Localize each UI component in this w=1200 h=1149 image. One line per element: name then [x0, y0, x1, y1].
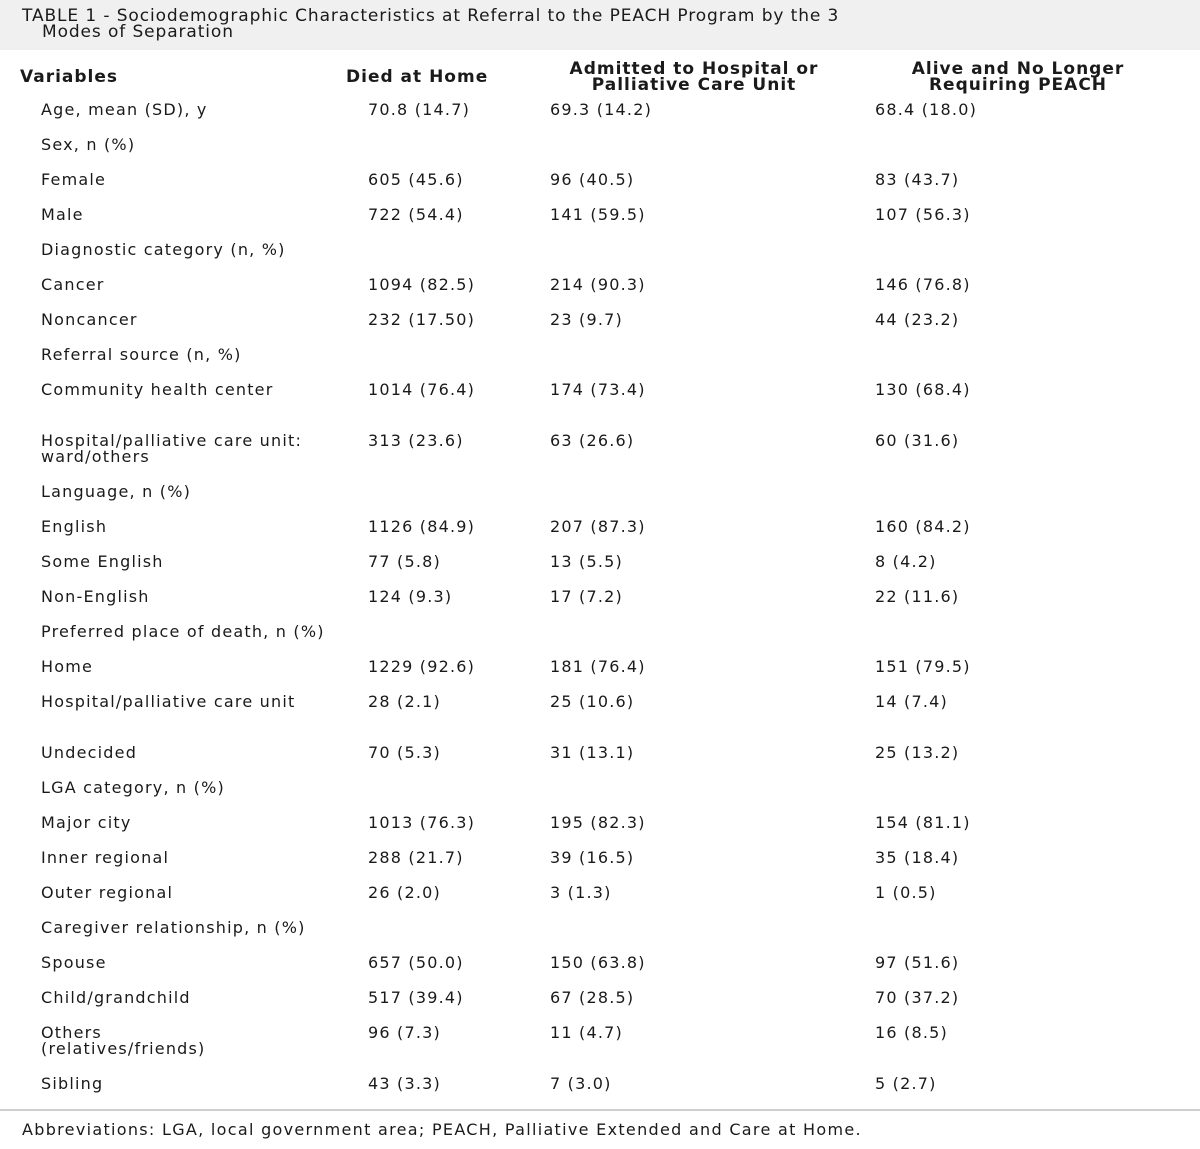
alive-value-text: 35 (18.4): [875, 848, 960, 867]
admitted-value-text: 195 (82.3): [550, 813, 646, 832]
admitted-value: [550, 372, 875, 423]
row-label-text: Sibling: [41, 1074, 104, 1093]
row-label: [0, 875, 368, 910]
alive-value: [875, 1066, 1200, 1101]
died-at-home-value-text: 605 (45.6): [368, 170, 464, 189]
admitted-value: [550, 1015, 875, 1066]
row-label-text: LGA category, n (%): [41, 778, 225, 797]
died-at-home-value-text: 70 (5.3): [368, 743, 441, 762]
table-row: [0, 910, 1200, 945]
row-label-text: Cancer: [41, 275, 105, 294]
row-label-text: Preferred place of death, n (%): [41, 622, 325, 641]
alive-value: [875, 649, 1200, 684]
alive-value: [875, 805, 1200, 840]
table-row: [0, 875, 1200, 910]
died-at-home-value-text: 77 (5.8): [368, 552, 441, 571]
admitted-value-text: 17 (7.2): [550, 587, 623, 606]
died-at-home-value: [368, 840, 550, 875]
admitted-value-text: 69.3 (14.2): [550, 100, 653, 119]
row-label-text: Undecided: [41, 743, 138, 762]
row-label: [0, 544, 368, 579]
admitted-value-text: 63 (26.6): [550, 431, 635, 450]
footer-divider: [0, 1109, 1200, 1111]
died-at-home-value-text: 517 (39.4): [368, 988, 464, 1007]
row-label-text: Outer regional: [41, 883, 174, 902]
died-at-home-value: [368, 267, 550, 302]
alive-value: [875, 875, 1200, 910]
table-row: [0, 735, 1200, 770]
died-at-home-value-text: 657 (50.0): [368, 953, 464, 972]
admitted-value: [550, 805, 875, 840]
died-at-home-value: [368, 770, 550, 805]
row-label: [0, 579, 368, 614]
column-header-died-at-home: Died at Home: [346, 67, 489, 87]
alive-value-text: 146 (76.8): [875, 275, 971, 294]
alive-value: [875, 509, 1200, 544]
alive-value-text: 1 (0.5): [875, 883, 937, 902]
table-title-line1: TABLE 1 - Sociodemographic Characteristics at Referral to the PEACH Program by the 3: [22, 6, 840, 26]
row-label-text: Language, n (%): [41, 482, 192, 501]
died-at-home-value: [368, 649, 550, 684]
row-label-text: Referral source (n, %): [41, 345, 242, 364]
alive-value: [875, 579, 1200, 614]
table-title-line2: Modes of Separation: [42, 22, 234, 42]
table-title: [0, 0, 1200, 50]
table-row: [0, 1015, 1200, 1066]
alive-value-text: 83 (43.7): [875, 170, 960, 189]
alive-value: [875, 302, 1200, 337]
died-at-home-value: [368, 127, 550, 162]
admitted-value: [550, 423, 875, 474]
row-label-text: Noncancer: [41, 310, 138, 329]
column-header-alive-line1: Alive and No Longer: [911, 59, 1125, 79]
row-label: [0, 1066, 368, 1101]
row-label: [0, 162, 368, 197]
alive-value-text: 154 (81.1): [875, 813, 971, 832]
table-row: [0, 267, 1200, 302]
row-label: [0, 372, 368, 423]
alive-value-text: 107 (56.3): [875, 205, 971, 224]
row-label-text: Others (relatives/friends): [41, 1023, 206, 1058]
alive-value-text: 151 (79.5): [875, 657, 971, 676]
alive-value-text: 8 (4.2): [875, 552, 937, 571]
died-at-home-value-text: 1126 (84.9): [368, 517, 476, 536]
admitted-value: [550, 875, 875, 910]
died-at-home-value-text: 232 (17.50): [368, 310, 476, 329]
admitted-value: [550, 579, 875, 614]
admitted-value: [550, 267, 875, 302]
table-row: [0, 127, 1200, 162]
row-label: [0, 302, 368, 337]
died-at-home-value: [368, 544, 550, 579]
row-label-text: English: [41, 517, 108, 536]
alive-value-text: 97 (51.6): [875, 953, 960, 972]
row-label: [0, 684, 368, 735]
alive-value-text: 22 (11.6): [875, 587, 960, 606]
row-label: [0, 945, 368, 980]
alive-value: [875, 945, 1200, 980]
alive-value: [875, 684, 1200, 735]
row-label: [0, 840, 368, 875]
characteristics-table-body: [0, 92, 1200, 1101]
row-label-text: Hospital/palliative care unit: [41, 692, 296, 711]
alive-value: [875, 337, 1200, 372]
died-at-home-value: [368, 614, 550, 649]
admitted-value: [550, 945, 875, 980]
died-at-home-value: [368, 579, 550, 614]
table-row: [0, 1066, 1200, 1101]
table-row: [0, 805, 1200, 840]
alive-value-text: 130 (68.4): [875, 380, 971, 399]
alive-value-text: 5 (2.7): [875, 1074, 937, 1093]
admitted-value-text: 141 (59.5): [550, 205, 646, 224]
died-at-home-value-text: 722 (54.4): [368, 205, 464, 224]
abbreviations-note: Abbreviations: LGA, local government area; PEACH, Palliative Extended and Care at Home.: [22, 1120, 862, 1139]
died-at-home-value: [368, 980, 550, 1015]
admitted-value-text: 181 (76.4): [550, 657, 646, 676]
died-at-home-value: [368, 875, 550, 910]
alive-value: [875, 372, 1200, 423]
row-label-text: Male: [41, 205, 84, 224]
died-at-home-value: [368, 474, 550, 509]
row-label: [0, 232, 368, 267]
table-row: [0, 197, 1200, 232]
row-label-text: Major city: [41, 813, 132, 832]
admitted-value: [550, 337, 875, 372]
admitted-value: [550, 509, 875, 544]
died-at-home-value-text: 96 (7.3): [368, 1023, 441, 1042]
died-at-home-value-text: 70.8 (14.7): [368, 100, 471, 119]
characteristics-table: [0, 92, 1200, 1101]
column-header-variables: Variables: [20, 67, 119, 87]
row-label: [0, 197, 368, 232]
row-label-text: Diagnostic category (n, %): [41, 240, 286, 259]
table-row: [0, 649, 1200, 684]
alive-value: [875, 735, 1200, 770]
alive-value-text: 25 (13.2): [875, 743, 960, 762]
admitted-value-text: 25 (10.6): [550, 692, 635, 711]
row-label-text: Community health center: [41, 380, 274, 399]
row-label-text: Non-English: [41, 587, 150, 606]
table-row: [0, 162, 1200, 197]
alive-value-text: 14 (7.4): [875, 692, 948, 711]
admitted-value-text: 31 (13.1): [550, 743, 635, 762]
died-at-home-value-text: 26 (2.0): [368, 883, 441, 902]
row-label: [0, 337, 368, 372]
table-row: [0, 770, 1200, 805]
alive-value: [875, 980, 1200, 1015]
died-at-home-value: [368, 372, 550, 423]
alive-value: [875, 423, 1200, 474]
admitted-value-text: 13 (5.5): [550, 552, 623, 571]
admitted-value-text: 23 (9.7): [550, 310, 623, 329]
row-label-text: Caregiver relationship, n (%): [41, 918, 306, 937]
died-at-home-value-text: 1229 (92.6): [368, 657, 476, 676]
alive-value: [875, 197, 1200, 232]
alive-value-text: 16 (8.5): [875, 1023, 948, 1042]
table-row: [0, 302, 1200, 337]
row-label-text: Female: [41, 170, 107, 189]
row-label: [0, 423, 368, 474]
table-row: [0, 544, 1200, 579]
alive-value-text: 160 (84.2): [875, 517, 971, 536]
died-at-home-value: [368, 337, 550, 372]
row-label: [0, 805, 368, 840]
row-label-text: Inner regional: [41, 848, 170, 867]
admitted-value: [550, 127, 875, 162]
row-label: [0, 92, 368, 127]
row-label: [0, 735, 368, 770]
admitted-value-text: 39 (16.5): [550, 848, 635, 867]
alive-value: [875, 267, 1200, 302]
row-label: [0, 649, 368, 684]
died-at-home-value-text: 43 (3.3): [368, 1074, 441, 1093]
row-label: [0, 127, 368, 162]
alive-value: [875, 544, 1200, 579]
table-row: [0, 232, 1200, 267]
admitted-value-text: 214 (90.3): [550, 275, 646, 294]
died-at-home-value: [368, 684, 550, 735]
admitted-value: [550, 162, 875, 197]
row-label-text: Hospital/palliative care unit: ward/others: [41, 431, 303, 466]
row-label-text: Child/grandchild: [41, 988, 191, 1007]
died-at-home-value: [368, 805, 550, 840]
admitted-value: [550, 232, 875, 267]
admitted-value: [550, 302, 875, 337]
admitted-value: [550, 840, 875, 875]
row-label: [0, 770, 368, 805]
died-at-home-value: [368, 1015, 550, 1066]
row-label-text: Spouse: [41, 953, 107, 972]
row-label-text: Some English: [41, 552, 164, 571]
column-header-alive-line2: Requiring PEACH: [928, 75, 1108, 95]
row-label: [0, 509, 368, 544]
died-at-home-value: [368, 302, 550, 337]
admitted-value: [550, 92, 875, 127]
admitted-value-text: 11 (4.7): [550, 1023, 623, 1042]
alive-value: [875, 92, 1200, 127]
died-at-home-value-text: 124 (9.3): [368, 587, 453, 606]
row-label: [0, 267, 368, 302]
table-row: [0, 337, 1200, 372]
alive-value: [875, 770, 1200, 805]
admitted-value-text: 174 (73.4): [550, 380, 646, 399]
row-label: [0, 474, 368, 509]
row-label-text: Sex, n (%): [41, 135, 136, 154]
died-at-home-value-text: 28 (2.1): [368, 692, 441, 711]
died-at-home-value-text: 1013 (76.3): [368, 813, 476, 832]
died-at-home-value: [368, 735, 550, 770]
alive-value: [875, 840, 1200, 875]
table-row: [0, 945, 1200, 980]
admitted-value-text: 207 (87.3): [550, 517, 646, 536]
died-at-home-value: [368, 509, 550, 544]
admitted-value-text: 67 (28.5): [550, 988, 635, 1007]
table-row: [0, 840, 1200, 875]
admitted-value: [550, 649, 875, 684]
admitted-value: [550, 910, 875, 945]
admitted-value: [550, 1066, 875, 1101]
row-label: [0, 910, 368, 945]
column-header-alive: [872, 61, 1164, 93]
admitted-value: [550, 197, 875, 232]
alive-value: [875, 910, 1200, 945]
table-row: [0, 372, 1200, 423]
died-at-home-value: [368, 197, 550, 232]
alive-value: [875, 474, 1200, 509]
admitted-value: [550, 684, 875, 735]
table-row: [0, 509, 1200, 544]
died-at-home-value-text: 288 (21.7): [368, 848, 464, 867]
died-at-home-value: [368, 92, 550, 127]
row-label-text: Age, mean (SD), y: [41, 100, 208, 119]
alive-value-text: 68.4 (18.0): [875, 100, 978, 119]
table-row: [0, 579, 1200, 614]
alive-value-text: 44 (23.2): [875, 310, 960, 329]
table-row: [0, 684, 1200, 735]
table-row: [0, 423, 1200, 474]
table-row: [0, 980, 1200, 1015]
row-label: [0, 980, 368, 1015]
row-label: [0, 614, 368, 649]
table-row: [0, 92, 1200, 127]
died-at-home-value-text: 1094 (82.5): [368, 275, 476, 294]
died-at-home-value: [368, 423, 550, 474]
alive-value: [875, 162, 1200, 197]
column-header-admitted: [535, 61, 853, 93]
died-at-home-value-text: 1014 (76.4): [368, 380, 476, 399]
row-label: [0, 1015, 368, 1066]
admitted-value-text: 96 (40.5): [550, 170, 635, 189]
died-at-home-value: [368, 162, 550, 197]
row-label-text: Home: [41, 657, 94, 676]
table-row: [0, 474, 1200, 509]
alive-value-text: 60 (31.6): [875, 431, 960, 450]
died-at-home-value: [368, 232, 550, 267]
admitted-value: [550, 544, 875, 579]
column-header-admitted-line2: Palliative Care Unit: [591, 75, 797, 95]
admitted-value-text: 7 (3.0): [550, 1074, 612, 1093]
admitted-value: [550, 980, 875, 1015]
died-at-home-value: [368, 945, 550, 980]
alive-value: [875, 1015, 1200, 1066]
alive-value-text: 70 (37.2): [875, 988, 960, 1007]
admitted-value-text: 3 (1.3): [550, 883, 612, 902]
alive-value: [875, 614, 1200, 649]
alive-value: [875, 127, 1200, 162]
died-at-home-value-text: 313 (23.6): [368, 431, 464, 450]
died-at-home-value: [368, 910, 550, 945]
admitted-value: [550, 474, 875, 509]
admitted-value-text: 150 (63.8): [550, 953, 646, 972]
table-row: [0, 614, 1200, 649]
admitted-value: [550, 770, 875, 805]
admitted-value: [550, 735, 875, 770]
alive-value: [875, 232, 1200, 267]
admitted-value: [550, 614, 875, 649]
column-header-admitted-line1: Admitted to Hospital or: [569, 59, 819, 79]
died-at-home-value: [368, 1066, 550, 1101]
